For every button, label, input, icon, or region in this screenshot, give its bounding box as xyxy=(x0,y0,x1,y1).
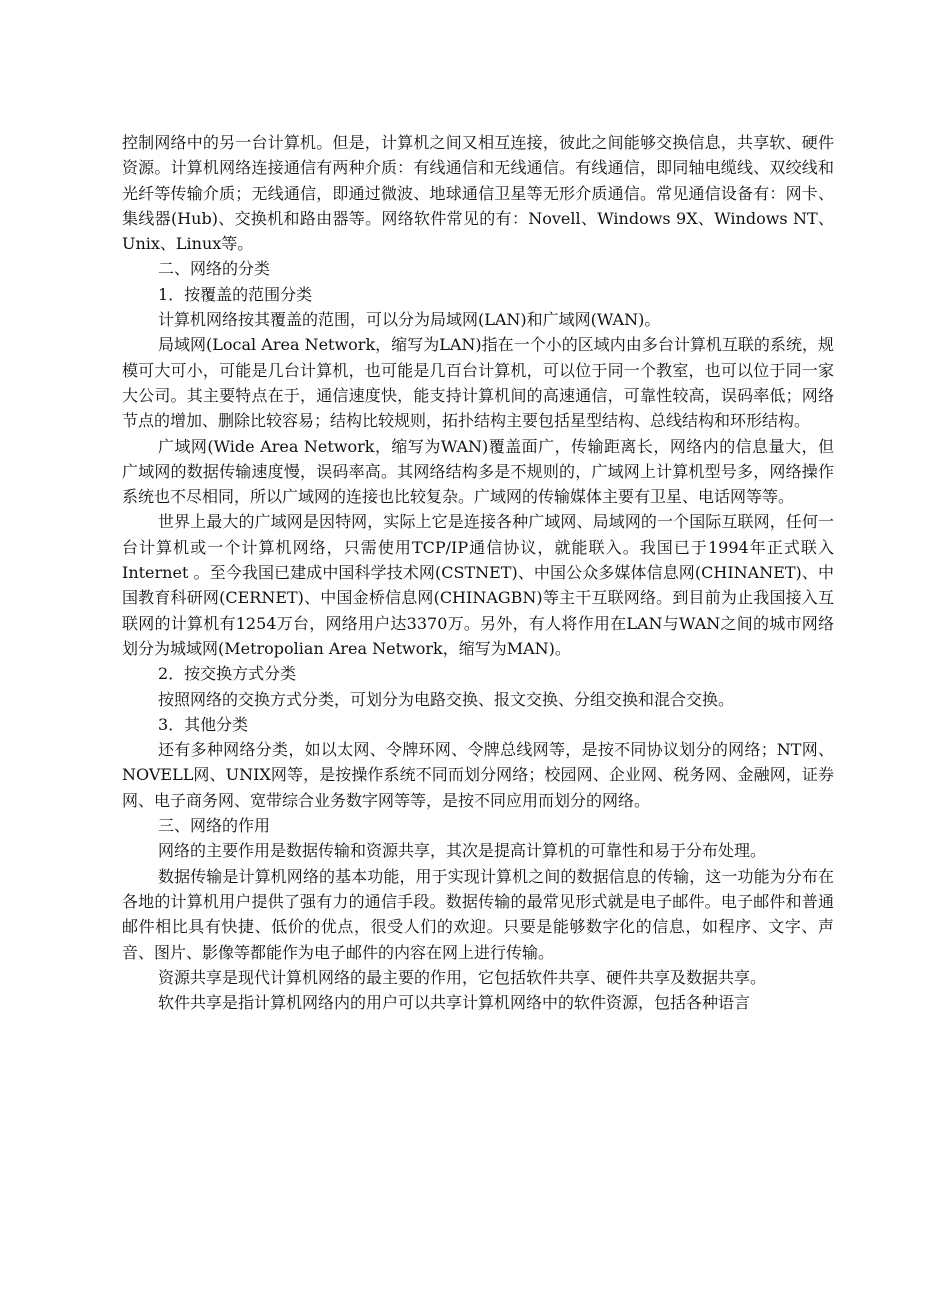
subheading-by-switching: 2．按交换方式分类 xyxy=(158,664,297,684)
paragraph-functions-intro: 网络的主要作用是数据传输和资源共享，其次是提高计算机的可靠性和易于分布处理。 xyxy=(158,841,767,861)
paragraph-continuation: 控制网络中的另一台计算机。但是，计算机之间又相互连接，彼此之间能够交换信息，共享软、硬件资源。计算机网络连接通信有两种介质：有线通信和无线通信。有线通信，即同轴电缆线、双绞线和光纤等传输介质；无线通信，即通过微波、地球通信卫星等无形介质通信。常见通信设备有：网卡、集线器(Hub)、交换机和路由器等。网络软件常见的有：Novell、Windows 9X、Windows NT、Unix、Linux等。 xyxy=(122,133,834,254)
paragraph-lan-wan-intro: 计算机网络按其覆盖的范围，可以分为局域网(LAN)和广域网(WAN)。 xyxy=(158,310,661,330)
paragraph-resource-sharing: 资源共享是现代计算机网络的最主要的作用，它包括软件共享、硬件共享及数据共享。 xyxy=(158,967,767,987)
document-body xyxy=(122,130,834,1015)
paragraph-data-transfer: 数据传输是计算机网络的基本功能，用于实现计算机之间的数据信息的传输，这一功能为分布在各地的计算机用户提供了强有力的通信手段。数据传输的最常见形式就是电子邮件。电子邮件和普通邮件相比具有快捷、低价的优点，很受人们的欢迎。只要是能够数字化的信息，如程序、文字、声音、图片、影像等都能作为电子邮件的内容在网上进行传输。 xyxy=(122,866,834,962)
paragraph-lan: 局域网(Local Area Network，缩写为LAN)指在一个小的区域内由多台计算机互联的系统，规模可大可小，可能是几台计算机，也可能是几百台计算机，可以位于同一个教室，也可以位于同一家大公司。其主要特点在于，通信速度快，能支持计算机间的高速通信，可靠性较高，误码率低；网络节点的增加、删除比较容易；结构比较规则，拓扑结构主要包括星型结构、总线结构和环形结构。 xyxy=(122,335,834,431)
subheading-other: 3．其他分类 xyxy=(158,714,249,734)
section-heading-functions: 三、网络的作用 xyxy=(158,816,271,836)
paragraph-software-sharing: 软件共享是指计算机网络内的用户可以共享计算机网络中的软件资源，包括各种语言 xyxy=(158,993,751,1013)
subheading-by-coverage: 1．按覆盖的范围分类 xyxy=(158,284,313,304)
section-heading-classification: 二、网络的分类 xyxy=(158,259,271,279)
paragraph-switching: 按照网络的交换方式分类，可划分为电路交换、报文交换、分组交换和混合交换。 xyxy=(158,689,735,709)
paragraph-wan: 广域网(Wide Area Network，缩写为WAN)覆盖面广，传输距离长，网络内的信息量大，但广域网的数据传输速度慢，误码率高。其网络结构多是不规则的，广域网上计算机型号多，网络操作系统也不尽相同，所以广域网的连接也比较复杂。广域网的传输媒体主要有卫星、电话网等等。 xyxy=(122,436,834,507)
paragraph-internet: 世界上最大的广域网是因特网，实际上它是连接各种广域网、局域网的一个国际互联网，任何一台计算机或一个计算机网络，只需使用TCP/IP通信协议，就能联入。我国已于1994年正式联入Internet 。至今我国已建成中国科学技术网(CSTNET)、中国公众多媒体信息网(CHINANET)、中国教育科研网(CERNET)、中国金桥信息网(CHINAGBN)等主干互联网络。到目前为止我国接入互联网的计算机有1254万台，网络用户达3370万。另外，有人将作用在LAN与WAN之间的城市网络划分为城域网(Metropolian Area Network，缩写为MAN)。 xyxy=(122,512,834,658)
paragraph-other-classification: 还有多种网络分类，如以太网、令牌环网、令牌总线网等，是按不同协议划分的网络；NT网、NOVELL网、UNIX网等，是按操作系统不同而划分网络；校园网、企业网、税务网、金融网，证券网、电子商务网、宽带综合业务数字网等等，是按不同应用而划分的网络。 xyxy=(122,740,834,810)
